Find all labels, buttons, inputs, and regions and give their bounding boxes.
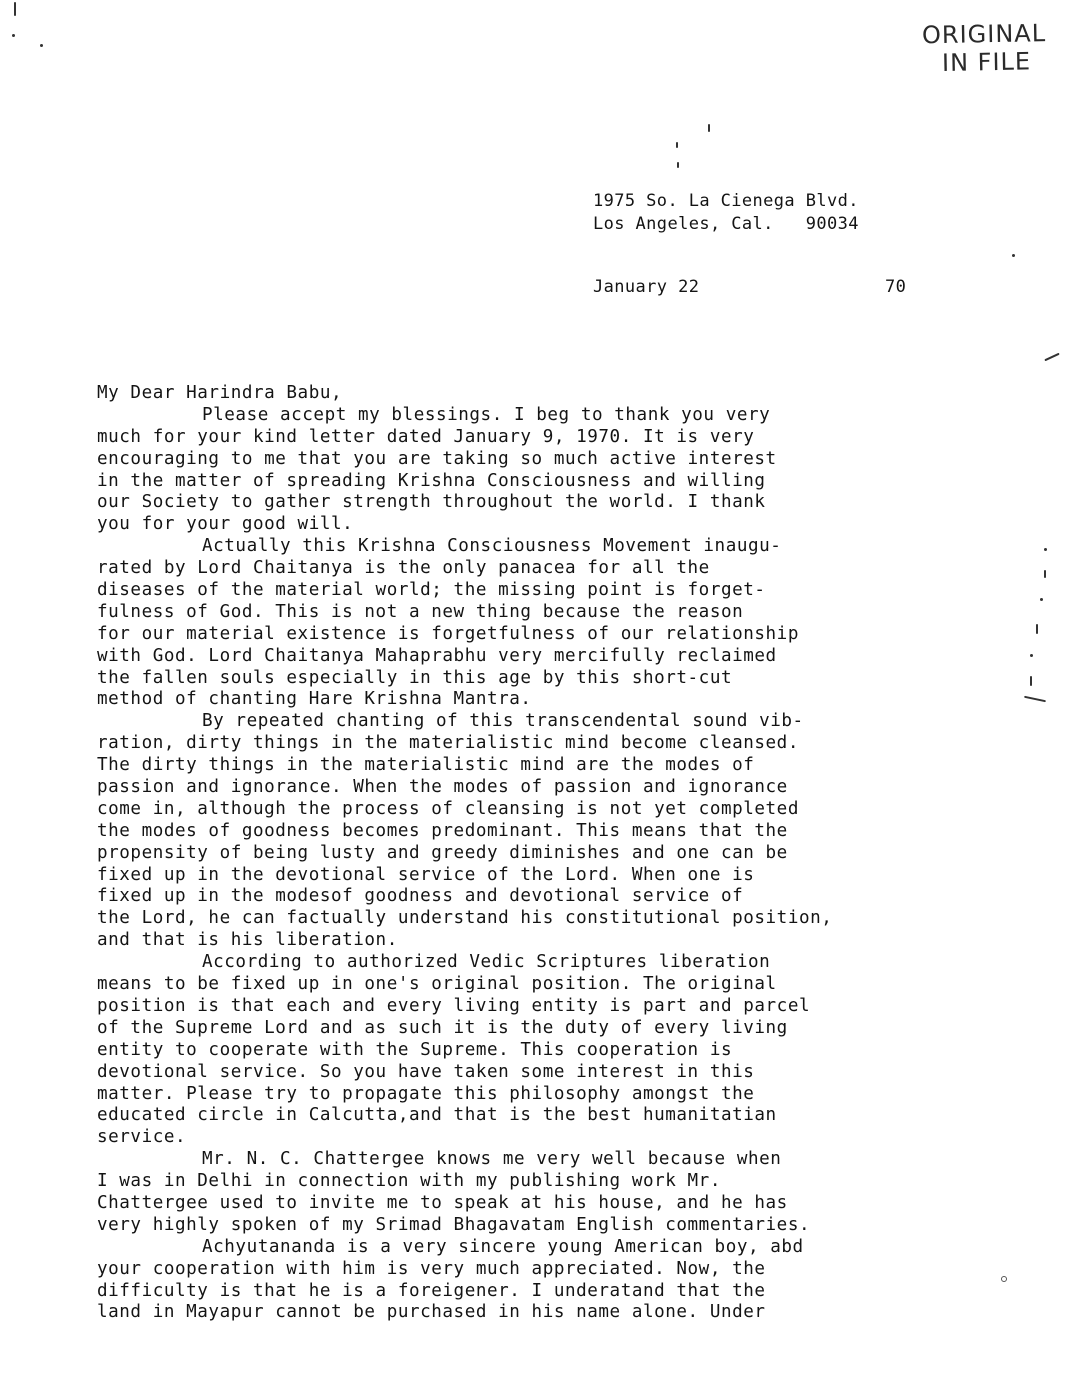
letter-line: means to be fixed up in one's original position. The original — [97, 974, 777, 995]
scan-speck — [1040, 598, 1043, 601]
scan-speck — [1012, 254, 1015, 257]
letter-line: I was in Delhi in connection with my publishing work Mr. — [97, 1171, 721, 1192]
letter-line: for our material existence is forgetfulness of our relationship — [97, 623, 799, 644]
letter-line: you for your good will. — [97, 514, 354, 535]
letter-line: your cooperation with him is very much appreciated. Now, the — [97, 1258, 766, 1279]
letter-line: educated circle in Calcutta,and that is the best humanitatian — [97, 1105, 777, 1126]
letter-date — [593, 276, 923, 299]
letter-line: entity to cooperate with the Supreme. This cooperation is — [97, 1039, 733, 1060]
letter-line: ration, dirty things in the materialistic mind become cleansed. — [97, 733, 799, 754]
letter-body — [97, 383, 987, 1324]
letter-line: position is that each and every living entity is part and parcel — [97, 995, 811, 1016]
date-day: January 22 — [593, 277, 700, 297]
letter-line: in the matter of spreading Krishna Consciousness and willing — [97, 470, 766, 491]
letter-line: the Lord, he can factually understand his constitutional position, — [97, 908, 833, 929]
letter-line: the modes of goodness becomes predominant. This means that the — [97, 820, 788, 841]
scan-speck — [1044, 353, 1059, 362]
letter-line: matter. Please try to propagate this philosophy amongst the — [97, 1083, 755, 1104]
scan-speck — [1044, 548, 1047, 551]
letter-line: fulness of God. This is not a new thing because the reason — [97, 601, 744, 622]
letter-line: our Society to gather strength throughout the world. I thank — [97, 492, 766, 513]
letter-line: By repeated chanting of this transcendental sound vib- — [202, 711, 804, 732]
scan-speck — [1030, 654, 1033, 657]
letter-line: passion and ignorance. When the modes of passion and ignorance — [97, 777, 788, 798]
letter-line: land in Mayapur cannot be purchased in his name alone. Under — [97, 1302, 766, 1323]
address-line-1: 1975 So. La Cienega Blvd. — [593, 191, 859, 211]
letter-line: the fallen souls especially in this age by this short-cut — [97, 667, 733, 688]
letter-line: method of chanting Hare Krishna Mantra. — [97, 689, 532, 710]
letter-line: much for your kind letter dated January 9, 1970. It is very — [97, 426, 755, 447]
original-in-file-stamp — [922, 20, 1072, 76]
date-year: 70 — [885, 277, 907, 297]
scan-speck — [708, 124, 710, 132]
address-line-2: Los Angeles, Cal. 90034 — [593, 214, 859, 234]
letter-line: service. — [97, 1127, 187, 1148]
stamp-line-2: IN FILE — [941, 47, 1032, 77]
scan-speck — [676, 142, 678, 148]
letter-line: Mr. N. C. Chattergee knows me very well because when — [202, 1149, 782, 1170]
scan-speck — [1001, 1276, 1007, 1282]
letter-line: My Dear Harindra Babu, — [97, 383, 343, 403]
letter-line: with God. Lord Chaitanya Mahaprabhu very mercifully reclaimed — [97, 645, 777, 666]
letter-line: diseases of the material world; the missing point is forget- — [97, 580, 766, 601]
letter-line: Actually this Krishna Consciousness Movement inaugu- — [202, 536, 782, 557]
scan-speck — [1024, 696, 1046, 703]
letter-line: encouraging to me that you are taking so much active interest — [97, 448, 777, 469]
scan-speck — [1030, 676, 1032, 686]
scan-speck — [677, 162, 679, 168]
letter-line: propensity of being lusty and greedy diminishes and one can be — [97, 842, 788, 863]
letter-line: devotional service. So you have taken some interest in this — [97, 1061, 755, 1082]
letter-line: Chattergee used to invite me to speak at his house, and he has — [97, 1192, 788, 1213]
letter-line: difficulty is that he is a foreigener. I underatand that the — [97, 1280, 766, 1301]
letter-line: of the Supreme Lord and as such it is the duty of every living — [97, 1017, 788, 1038]
scan-speck — [14, 2, 16, 16]
scan-speck — [40, 44, 43, 47]
letter-line: fixed up in the modesof goodness and devotional service of — [97, 886, 744, 907]
letter-line: According to authorized Vedic Scriptures liberation — [202, 952, 771, 973]
letter-line: fixed up in the devotional service of the Lord. When one is — [97, 864, 755, 885]
letter-line: Achyutananda is a very sincere young American boy, abd — [202, 1236, 804, 1257]
letter-line: come in, although the process of cleansing is not yet completed — [97, 798, 799, 819]
scan-speck — [12, 34, 15, 37]
letter-line: rated by Lord Chaitanya is the only panacea for all the — [97, 558, 710, 579]
letter-line: The dirty things in the materialistic mind are the modes of — [97, 755, 755, 776]
letter-line: and that is his liberation. — [97, 930, 398, 951]
scan-speck — [1044, 570, 1046, 578]
letter-line: Please accept my blessings. I beg to thank you very — [202, 404, 771, 425]
stamp-line-1: ORIGINAL — [921, 19, 1047, 50]
sender-address — [593, 190, 859, 236]
scan-speck — [1036, 624, 1038, 634]
letter-line: very highly spoken of my Srimad Bhagavatam English commentaries. — [97, 1214, 811, 1235]
